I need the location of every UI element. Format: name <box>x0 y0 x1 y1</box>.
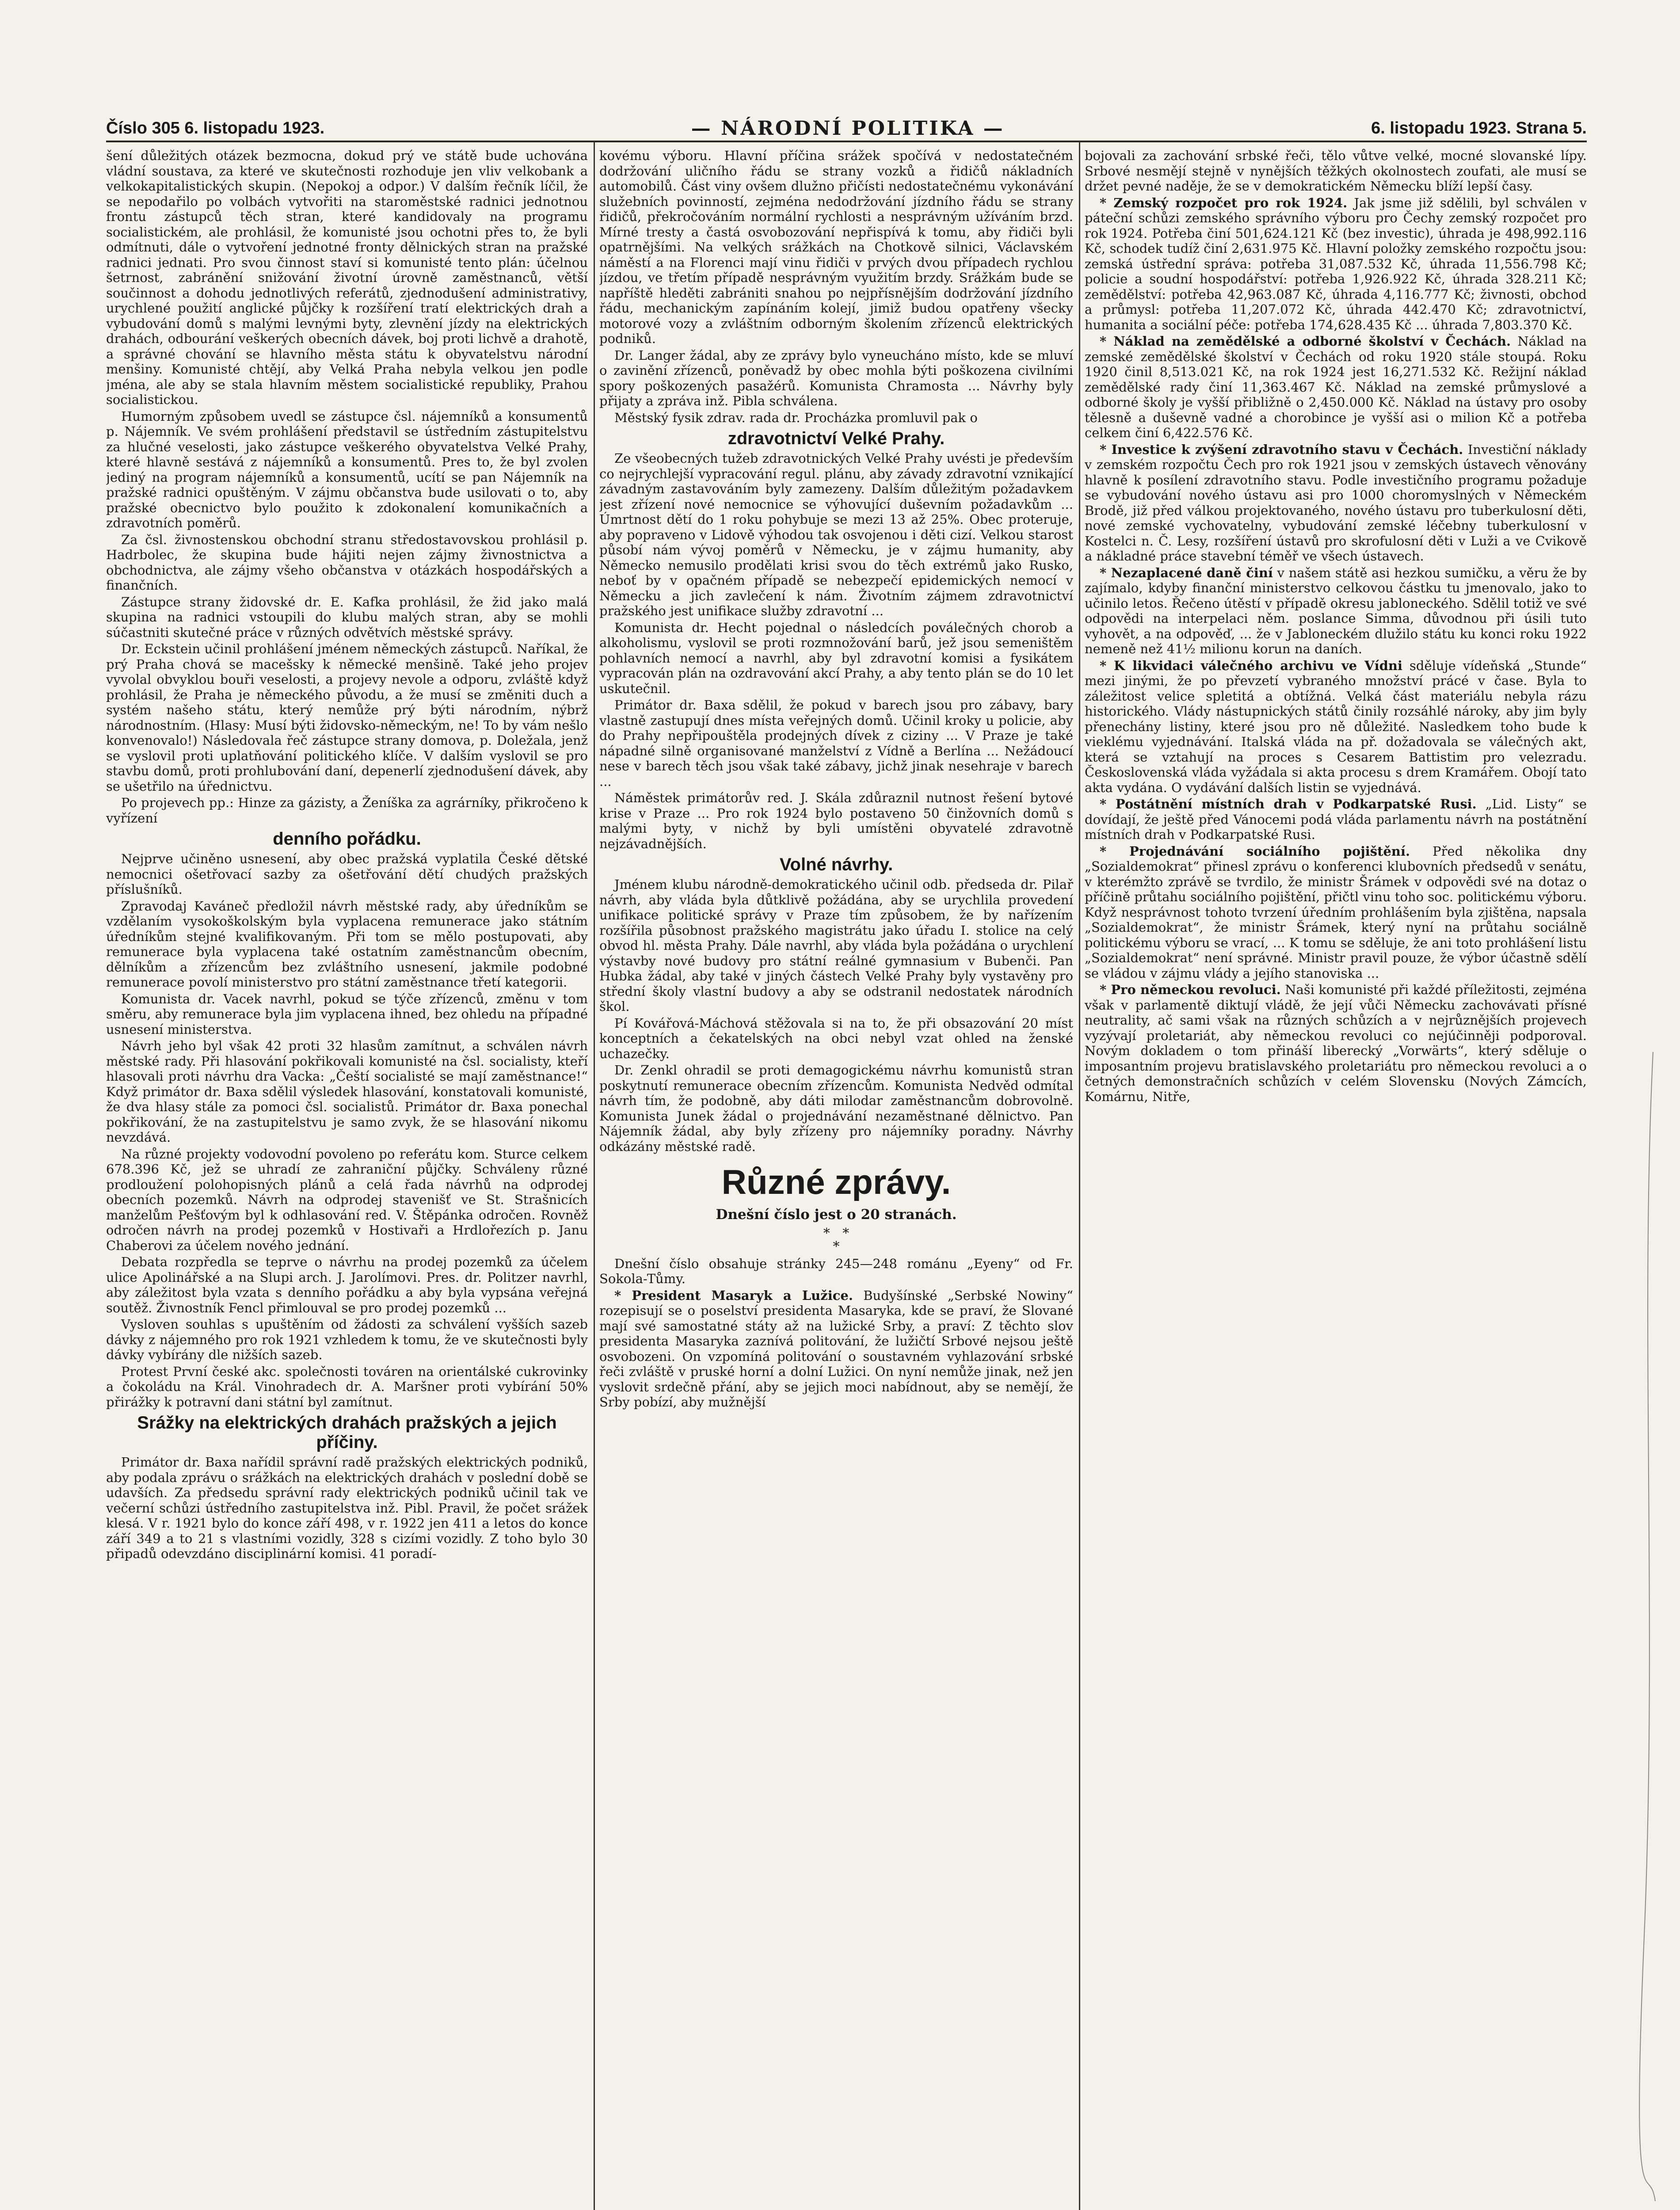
masthead <box>106 113 1587 144</box>
news-lead: * Investice k zvýšení zdravotního stavu v Čechách. <box>1100 442 1463 457</box>
article-text: Primátor dr. Baxa sdělil, že pokud v barech jsou pro zábavy, bary vlastně zastupují dnes místa veřejných domů. Učinil kroky u policie, aby do Prahy nepřipouštěla prodejných dívek z ciziny ... V Praze je také nápadné silně organisované manželství z Vídně a Berlína ... Nežádoucí nese v barech těch jsou však také zábavy, jichž jinak nesehraje v barech ... <box>599 697 1073 789</box>
article-text: šení důležitých otázek bezmocna, dokud prý ve státě bude uchována vládní soustava, za které ve skutečnosti rozhoduje jen vliv velkobank a velkokapitalistických skupin. (Nepokoj a odpor.) V dalším řečník líčil, že se nepodařilo po volbách vytvořiti na staroměstské radnici jednotnou frontu zástupců těch stran, které kandidovaly na programu socialistickém, ale prohlásil, že komunisté jsou ochotni přes to, že byli odmítnuti, dále o vytvoření jednotné fronty dělnických stran na pražské radnici jednati. Pro svou činnost staví si komunisté tento plán: účelnou šetrnost, zabránění snižování životní úrovně zaměstnanců, větší součinnost a dohodu jednotlivých referátů, zjednodušení administrativy, urychlené použití anglické půjčky k rozšíření tratí elektrických drah a vybudování domů s malými levnými byty, zlevnění jízdy na elektrických drahách, odbourání veškerých obecních dávek, boj proti lichvě a drahotě, a správné chování se hlavního města státu k obyvatelstvu národní menšiny. Komunisté chtějí, aby Velká Praha nebyla velkou jen podle jména, ale aby se stala hlavním městem socialistické republiky, Prahou socialistickou. <box>106 148 588 407</box>
news-lead: * Náklad na zemědělské a odborné školství v Čechách. <box>1100 334 1511 349</box>
column-1 <box>106 148 588 2210</box>
section-heading: Volné návrhy. <box>779 855 893 874</box>
article-text: Zástupce strany židovské dr. E. Kafka prohlásil, že žid jako malá skupina na radnici vstoupili do klubu malých stran, aby se mohli súčastniti skutečné práce v různých odvětvích městské správy. <box>106 594 588 640</box>
article-text: bojovali za zachování srbské řeči, tělo vůtve velké, mocné slovanské lípy. Srbové nesmějí stejně v nynějších těžkých okolnostech zoufati, ale musí se držet pevné naděje, že se v demokratickém Německu blíží lepší časy. <box>1085 148 1587 194</box>
article-text: Návrh jeho byl však 42 proti 32 hlasům zamítnut, a schválen návrh městské rady. Při hlasování pokřikovali komunisté na čsl. socialisty, kteří hlasovali proti návrhu dra Vacka: „Čeští socialisté se mají zaměstnance!“ Když primátor dr. Baxa sdělil výsledek hlasování, konstatovali komunisté, že dva hlasy stále za pomoci čsl. socialistů. Primátor dr. Baxa ponechal pokřikování, že na zastupitelstvu je samo zvyk, že se hlasování nikomu nevzdává. <box>106 1038 588 1145</box>
section-heading-large: Různé zprávy. <box>721 1162 951 1201</box>
separator-stars: * * * <box>823 1225 850 1254</box>
newspaper-title: — NÁRODNÍ POLITIKA — <box>691 117 1005 140</box>
article-text: Dnešní číslo obsahuje stránky 245—248 románu „Eyeny“ od Fr. Sokola-Tůmy. <box>599 1256 1073 1286</box>
header-left: Číslo 305 6. listopadu 1923. <box>106 118 325 137</box>
article-text: Dr. Langer žádal, aby ze zprávy bylo vyneucháno místo, kde se mluví o zavinění zřízenců, poněvadž by obec mohla býti poškozena civilními spory poškozených pasažérů. Komunista Chramosta ... Návrhy byly přijaty a zpráva inž. Pibla schválena. <box>599 347 1073 408</box>
header-right: 6. listopadu 1923. Strana 5. <box>1371 118 1587 137</box>
article-text: Protest První české akc. společnosti továren na orientálské cukrovinky a čokoládu na Král. Vinohradech dr. A. Maršner proti vybírání 50% přirážky k potravní dani státní byl zamítnut. <box>106 1364 588 1410</box>
article-text: Nejprve učiněno usnesení, aby obec pražská vyplatila České dětské nemocnici ošetřovací sazby za ošetřování dětí chudých pražských příslušníků. <box>106 851 588 897</box>
news-text: Náklad na zemské zemědělské školství v Čechách od roku 1920 stále stoupá. Roku 1920 činil 8,513.021 Kč, na rok 1924 jest 16,271.532 Kč. Režijní náklad zemědělské rady činí 11,363.467 Kč. Náklad na zemské průmyslové a odborné školy je vyšší přibližně o 2,450.000 Kč. Náklad na ústavy pro osoby tělesně a duševně vadné a chorobince je vyšší asi o milion Kč a potřeba celkem činí 6,422.576 Kč. <box>1085 334 1587 440</box>
column-3 <box>1085 148 1587 2210</box>
article-text: Po projevech pp.: Hinze za gázisty, a Ženíška za agrárníky, přikročeno k vyřízení <box>106 795 588 826</box>
news-text: „Lid. Listy“ se dovídají, že ještě před Vánocemi podá vláda parlamentu návrh na postátnění místních drah v Podkarpatské Rusi. <box>1085 796 1587 842</box>
news-item <box>1085 796 1587 842</box>
article-text: kovému výboru. Hlavní příčina srážek spočívá v nedostatečném dodržování uličního řádu se strany vozků a řidičů nákladních automobilů. Část viny ovšem dlužno přičísti nedostatečnému vykonávání služebních povinností, zejména nedodržování jízdního řádu se strany řidičů, překročováním normální rychlosti a nesprávným užíváním brzd. Mírné tresty a častá osvobozování nepřispívá k tomu, aby řidiči byli opatrnějšími. Na velkých srážkách na Chotkově silnici, Václavském náměstí a na Florenci mají vinu řidiči v prvých dvou případech rychlou jízdou, ve třetím případě nesprávným využitím brzdy. Srážkám bude se napříště hleděti zabrániti snahou po nejpřísnějším dodržování jízdního řádu, mechanickým zapínáním kolejí, jimiž budou opatřeny všecky motorové vozy a zvláštním odborným školením zřízenců elektrických podniků. <box>599 148 1073 346</box>
news-lead: * Pro německou revoluci. <box>1100 982 1281 997</box>
article-text: Ze všeobecných tužeb zdravotnických Velké Prahy uvésti je především co nejrychlejší vypracování regul. plánu, aby závady zdravotní vznikající závadným zastavováním byly zamezeny. Dalším důležitým požadavkem jest zřízení nové nemocnice se výhovující duševním požadavkům ... Úmrtnost dětí do 1 roku pohybuje se mezi 13 až 25%. Obec proteruje, aby popraveno v Lidově výhodou tak osvojenou i děti cizí. Velkou starost působí nám vývoj poměrů v Německu, je v zájmu humanity, aby Německo nemusilo prodělati krisi svou do těch extrémů jako Rusko, neboť by v opačném případě se nebezpečí epidemických nemocí v Německu a jich zavlečení k nám. Životním zájmem zdravotnictví pražského jest unifikace služby zdravotní ... <box>599 451 1073 618</box>
subheading: Dnešní číslo jest o 20 stranách. <box>716 1207 957 1223</box>
news-item <box>1085 982 1587 1104</box>
news-item <box>599 1288 1073 1410</box>
column-divider-1 <box>594 141 595 2210</box>
news-text: Naši komunisté při každé příležitosti, zejména však v parlamentě diktují vládě, že její vůči Německu zachovávati přísné neutrality, ač sami však na různých schůzích a v nejrůznějších projevech vyzývají proletariát, aby německou revoluci co nejúčinněji podporoval. Novým dokladem o tom přináší liberecký „Vorwärts“, který sděluje o imposantním projevu bratislavského proletariátu pro německou revoluci a o četných demonstračních schůzích v celém Slovensku (Nových Zámcích, Komárnu, Nitře, <box>1085 982 1587 1104</box>
news-item <box>1085 658 1587 796</box>
news-item <box>1085 334 1587 441</box>
news-lead: * Nezaplacené daně činí <box>1100 565 1273 580</box>
article-text: Jménem klubu národně-demokratického učinil odb. předseda dr. Pilař návrh, aby vláda byla důtklivě požádána, aby se urychlila provedení unifikace politické správy v Praze tím způsobem, že by nařízením rozšířila působnost pražského magistrátu jako úřadu I. stolice na celý obvod hl. města Prahy. Dále navrhl, aby vláda byla požádána o urychlení výstavby nové budovy pro státní reálné gymnasium v Bubenči. Pan Hubka žádal, aby také v jiných částech Velké Prahy byly vystavěny pro střední školy vlastní budovy a aby se odstranil nedostatek národních škol. <box>599 877 1073 1014</box>
section-heading: denního pořádku. <box>273 829 421 849</box>
news-text: sděluje vídeňská „Stunde“ mezi jinými, že po převzetí vybraného množství prácé v čase. Byla to záležitost velice spletitá a obtížná. Velká část materiálu nebyla rázu historického. Vlády nástupnických států činily rozsáhlé nároky, aby jim byly přenechány listiny, které jsou pro ně důležité. Nasledkem toho bude k vieklému vyjednávání. Italská vláda na př. dožadovala se válečných akt, která se vztahují na proces s Cesarem Battistim pro velezradu. Československá vláda vyžádala si akta procesu s drem Kramářem. Obojí tato akta vydána. O vydávání dalších listin se vyjednává. <box>1085 658 1587 795</box>
section-heading: Srážky na elektrických drahách pražských a jejich příčiny. <box>137 1413 557 1452</box>
news-lead: * Postátnění místních drah v Podkarpatské Rusi. <box>1100 796 1477 812</box>
news-text: Budyšínské „Serbské Nowiny“ rozepisují se o poselství presidenta Masaryka, kde se praví, že Slované mají své samostatné státy až na lužické Srby, a praví: Z těchto slov presidenta Masaryka zaznívá politování, že lužičtí Srbové nejsou ještě osvobozeni. On vzpomíná politování o soustavném vyhlazování srbské řeči zvláště v pruské horní a dolní Lužici. On nyní nemůže jinak, než jen vyslovit srdečně přání, aby se jejich moci nabídnout, aby se nemějí, že Srby pobízí, aby mužnější <box>599 1288 1073 1410</box>
article-text: Debata rozpředla se teprve o návrhu na prodej pozemků za účelem ulice Apolinářské a na Slupi arch. J. Jarolímovi. Pres. dr. Politzer navrhl, aby záležitost byla vzata s denního pořádku a aby byla vypsána veřejná soutěž. Živnostník Fencl přimlouval se pro prodej pozemků ... <box>106 1254 588 1315</box>
article-text: Komunista dr. Hecht pojednal o následcích poválečných chorob a alkoholismu, vyslovil se proti rozmnožování barů, jež jsou semeništěm pohlavních nemocí a navrhl, aby byl zdravotní komisi a fysikátem vypracován plán na ozdravování akcí Prahy, a aby tento plán se do 10 let uskutečnil. <box>599 620 1073 696</box>
article-text: Na různé projekty vodovodní povoleno po referátu kom. Sturce celkem 678.396 Kč, jež se uhradí ze zahraniční půjčky. Schváleny různé prodloužení polohopisných plánů a celá řada návrhů na odprodej obecních pozemků. Návrh na odprodej stavenišť ve St. Strašnicích manželům Pešťovým byl k odhlasování red. V. Štěpánka odročen. Rovněž odročen návrh na prodej pozemků v Hostivaři a Hrdlořezích p. Janu Chaberovi za účelem nového jednání. <box>106 1146 588 1253</box>
article-text: Vysloven souhlas s upuštěním od žádosti za schválení vyšších sazeb dávky z nájemného pro rok 1921 vzhledem k tomu, že ve skutečnosti byly dávky vybírány dle nižších sazeb. <box>106 1317 588 1362</box>
article-text: Za čsl. živnostenskou obchodní stranu středostavovskou prohlásil p. Hadrbolec, že skupina bude hájiti nejen zájmy živnostnictva a obchodnictva, ale zájmy všeho občanstva v otázkách hospodářských a finančních. <box>106 532 588 593</box>
article-text: Náměstek primátorův red. J. Skála zdůraznil nutnost řešení bytové krise v Praze ... Pro rok 1924 bylo postaveno 50 činžovních domů s malými byty, v nichž by byli umístěni obyvatelé zdravotně nejzávadnějších. <box>599 790 1073 851</box>
column-2 <box>599 148 1073 2210</box>
article-text: Humorným způsobem uvedl se zástupce čsl. nájemníků a konsumentů p. Nájemník. Ve svém prohlášení představil se ústředním zástupitelstvu za hlučné veselosti, jako zástupce veškerého obyvatelstva Velké Prahy, které hlavně sestává z nájemníků a konsumentů. Pres to, že byl zvolen jediný na program nájemníků a konsumentů, ucítí se pan Nájemník na pražské radnici opuštěným. V zájmu občanstva bude usilovati o to, aby pražské obecnictvo bylo použito k zdokonalení komunikačních a zdravotních poměrů. <box>106 408 588 530</box>
news-text: Jak jsme již sdělili, byl schválen v páteční schůzi zemského správního výboru pro Čechy zemský rozpočet pro rok 1924. Potřeba činí 501,624.121 Kč (bez investic), úhrada je 498,992.116 Kč, schodek tudíž činí 2,631.975 Kč. Hlavní položky zemského rozpočtu jsou: zemská ústřední správa: potřeba 31,087.532 Kč, úhrada 11,556.798 Kč; policie a soudní hospodářství: potřeba 1,926.922 Kč, úhrada 328.211 Kč; zemědělství: potřeba 42,963.087 Kč, úhrada 4,116.777 Kč; živnosti, obchod a průmysl: potřeba 11,207.072 Kč, úhrada 442.470 Kč; zdravotnictví, humanita a sociální péče: potřeba 174,628.435 Kč ... úhrada 7,803.370 Kč. <box>1085 195 1587 332</box>
article-text: Dr. Zenkl ohradil se proti demagogickému návrhu komunistů stran poskytnutí remunerace obecním zřízencům. Komunista Nedvěd odmítal návrh tím, že podobně, aby dáti milodar zaměstnancům dobrovolně. Komunista Junek žádal o projednávání nezaměstnané dělnictvo. Pan Nájemník žádal, aby byly zřízeny pro nájemníky poradny. Návrhy odkázány městské radě. <box>599 1063 1073 1154</box>
news-text: Investiční náklady v zemském rozpočtu Čech pro rok 1921 jsou v zemských ústavech věnovány hlavně k posílení zdravotního stavu. Podle investičního programu požaduje se vybudování nového ústavu asi pro 1000 choromyslných v Německém Brodě, již před válkou projektovaného, nového ústavu pro tuberkulosní děti, nové zemské vychovatelny, vybudování zemské léčebny tuberkulosní v Kostelci n. Č. Lesy, rozšíření ústavů pro skrofulosní děti v Luži a ve Cvikově a nákladné práce stavební téměř ve všech ústavech. <box>1085 442 1587 564</box>
news-item <box>1085 565 1587 657</box>
article-text: Zpravodaj Kaváneč předložil návrh městské rady, aby úředníkům se vzdělaním vysokoškolským byla vyplacena remunerace jako státním úředníkům stejné kvalifikovaným. Při tom se mělo postupovati, aby remunerace byla vyplacena také ostatním zaměstnancům obecním, dělníkům a zřízencům bez zvláštního usnesení, jakmile podobné remunerace povolí ministerstvo pro státní zaměstnance třetí kategorii. <box>106 898 588 990</box>
article-text: Primátor dr. Baxa nařídil správní radě pražských elektrických podniků, aby podala zprávu o srážkách na elektrických drahách v poslední době se udavších. Za předsedu správní rady elektrických podniků učinil tak ve večerní schůzi ústředního zastupitelstva inž. Pibl. Pravil, že počet srážek klesá. V r. 1921 bylo do konce září 498, v r. 1922 jen 411 a letos do konce září 349 a to 21 s vlastními vozidly, 328 s cizími vozidly. Z toho bylo 30 připadů odevzdáno disciplinární komisi. 41 poradí- <box>106 1455 588 1561</box>
news-item <box>1085 844 1587 981</box>
news-item <box>1085 195 1587 333</box>
article-text: Dr. Eckstein učinil prohlášení jménem německých zástupců. Naříkal, že prý Praha chová se macešsky k německé menšině. Také jeho projev vyvolal obvyklou bouři veselosti, a projevy nevole a odporu, zvláště když prohlásil, že Praha je německého původu, a že musí se změniti duch a systém našeho státu, který nemůže prý býti národním, nýbrž národnostním. (Hlasy: Musí býti židovsko-německým, ne! To by vám nešlo konvenovalo!) Následovala řeč zástupce strany domova, p. Doležala, jenž se vyslovil proti uplatňování politického klíče. V dalším vyslovil se pro stavbu domů, proti prohlubování daní, depenerlí zjednodušení dávek, aby se ušetřilo na úřednictvu. <box>106 641 588 794</box>
news-lead: * Zemský rozpočet pro rok 1924. <box>1100 195 1348 210</box>
article-text: Městský fysik zdrav. rada dr. Procházka promluvil pak o <box>614 410 978 425</box>
column-divider-2 <box>1079 141 1080 2210</box>
section-heading: zdravotnictví Velké Prahy. <box>728 429 945 448</box>
article-text: Komunista dr. Vacek navrhl, pokud se týče zřízenců, změnu v tom směru, aby remunerace byla jim vyplacena ihned, bez ohledu na případné usnesení ministerstva. <box>106 991 588 1037</box>
news-lead: * Projednávání sociálního pojištění. <box>1100 843 1410 859</box>
news-lead: * President Masaryk a Lužice. <box>614 1288 853 1303</box>
news-lead: * K likvidaci válečného archivu ve Vídni <box>1100 658 1403 673</box>
header-rule <box>106 141 1587 142</box>
news-text: v našem státě asi hezkou sumičku, a věru že by zajímalo, kdyby finanční ministerstvo celkovou částku tu jmenovalo, jako to učinilo letos. Řečeno útěstí v případě okresu jabloneckého. Sdělil totiž ve své odpovědi na interpelaci něm. poslance Simma, důvodnou při úsili tuto vyhovět, a na odpověď, ... že v Jabloneckém dlužilo státu ku konci roku 1922 nemeně než 41½ milionu korun na daních. <box>1085 565 1587 656</box>
news-item <box>1085 442 1587 564</box>
article-text: Pí Kovářová-Máchová stěžovala si na to, že při obsazování 20 míst konceptních a čekatelských na obci nebyl vzat ohled na ženské uchazečky. <box>599 1015 1073 1061</box>
news-text: Před několika dny „Sozialdemokrat“ přinesl zprávu o konferenci klubovních předsedů v senátu, v kterémžto zprávě se tvrdilo, že ministr Šrámek v odpovědi své na dotaz o příčině průtahu sociálního pojištění, přičtl vinu toho soc. politickému výboru. Když nesprávnost tohoto tvrzení úředním prohlášením byla zjištěna, napsala „Sozialdemokrat“, že ministr Šrámek, který nyní na průtahu sociálně politickému výboru se vrací, ... K tomu se sděluje, že ani toto prohlášení listu „Sozialdemokrat“ není správné. Ministr pravil pouze, že výbor účastně sdělí se vládou v zájmu vlády a jejího stanoviska ... <box>1085 843 1587 981</box>
page-fold-mark <box>1635 1052 1662 2201</box>
